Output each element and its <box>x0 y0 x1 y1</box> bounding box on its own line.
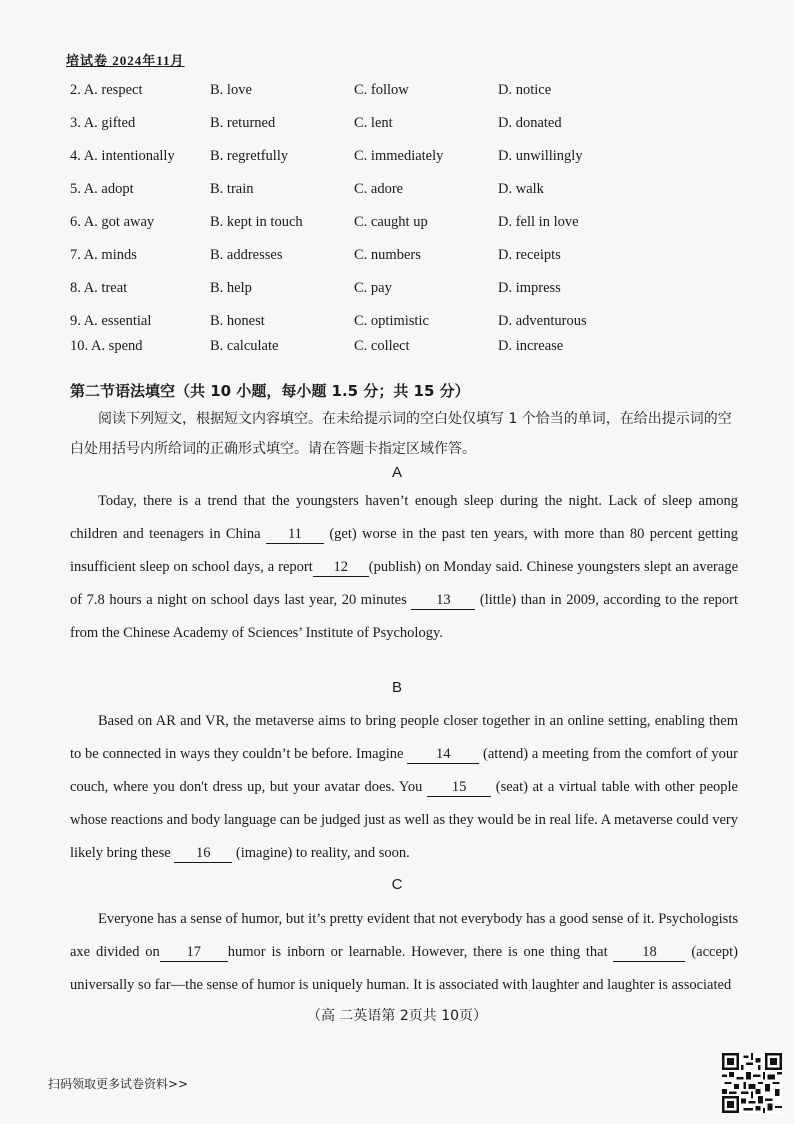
option-choice[interactable]: C. numbers <box>354 247 421 263</box>
option-choice[interactable]: 7. A. minds <box>70 247 137 263</box>
passage-a-text-2: (get) worse in the past ten years, with more than 80 percent getting insufficient sleep on school days, a report <box>70 526 738 575</box>
option-choice[interactable]: 2. A. respect <box>70 82 143 98</box>
option-choice[interactable]: C. caught up <box>354 214 428 230</box>
option-choice[interactable]: C. optimistic <box>354 313 429 329</box>
option-row <box>70 115 690 148</box>
option-choice[interactable]: D. fell in love <box>498 214 579 230</box>
passage-b-text-3: (seat) at a virtual table with other people whose reactions and body language can be judged just as well as they would be in real life. A metaverse could very likely bring these <box>70 779 738 861</box>
option-choice[interactable]: D. unwillingly <box>498 148 583 164</box>
passage-a <box>70 485 738 650</box>
scan-note: 扫码领取更多试卷资料>> <box>48 1077 189 1091</box>
option-choice[interactable]: B. returned <box>210 115 276 131</box>
page-header: 培试卷 2024年11月 <box>66 53 185 68</box>
page-footer: （高 二英语第 2页共 10页） <box>306 1008 488 1024</box>
section-instructions: 阅读下列短文，根据短文内容填空。在未给提示词的空白处仅填写 1 个恰当的单词，在给出提示词的空白处用括号内所给词的正确形式填空。请在答题卡指定区域作答。 <box>70 411 732 457</box>
option-choice[interactable]: C. lent <box>354 115 393 131</box>
blank-13[interactable]: 13 <box>411 591 475 610</box>
option-choice[interactable]: 3. A. gifted <box>70 115 136 131</box>
option-row <box>70 214 690 247</box>
passage-c-text-2: humor is inborn or learnable. However, there is one thing that <box>227 944 614 960</box>
option-choice[interactable]: B. train <box>210 181 254 197</box>
blank-12[interactable]: 12 <box>313 558 369 577</box>
passage-c-letter: C <box>391 876 403 893</box>
option-row <box>70 247 690 280</box>
option-choice[interactable]: B. honest <box>210 313 265 329</box>
passage-b-text-4: (imagine) to reality, and soon. <box>232 845 410 861</box>
blank-17[interactable]: 17 <box>160 943 228 962</box>
passage-a-text-1: Today, there is a trend that the youngsters haven’t enough sleep during the night. Lack of sleep among children and teenagers in China <box>70 493 738 542</box>
blank-18[interactable]: 18 <box>613 943 685 962</box>
option-choice[interactable]: D. adventurous <box>498 313 587 329</box>
option-choice[interactable]: B. help <box>210 280 252 296</box>
passage-a-text-3: (publish) on Monday said. Chinese youngsters slept an average of 7.8 hours a night on school days last year, 20 minutes <box>70 559 739 608</box>
option-choice[interactable]: B. regretfully <box>210 148 289 164</box>
passage-a-letter: A <box>391 464 402 481</box>
option-choice[interactable]: B. love <box>210 82 252 98</box>
passage-c-text-3: (accept) universally so far—the sense of humor is uniquely human. It is associated with laughter and laughter is associated <box>70 944 738 993</box>
passage-c-text-1: Everyone has a sense of humor, but it’s pretty evident that not everybody has a good sense of it. Psychologists axe divided on <box>70 911 738 960</box>
options-list <box>70 82 690 371</box>
blank-11[interactable]: 11 <box>266 525 324 544</box>
option-choice[interactable]: 4. A. intentionally <box>70 148 175 164</box>
passage-a-text-4: (little) than in 2009, according to the report from the Chinese Academy of Sciences’ Institute of Psychology. <box>70 592 738 641</box>
blank-14[interactable]: 14 <box>407 745 479 764</box>
passage-b <box>70 705 738 870</box>
option-choice[interactable]: B. kept in touch <box>210 214 303 230</box>
option-choice[interactable]: 10. A. spend <box>70 338 143 354</box>
option-choice[interactable]: C. collect <box>354 338 410 354</box>
option-row <box>70 181 690 214</box>
option-choice[interactable]: 6. A. got away <box>70 214 155 230</box>
option-row <box>70 313 690 338</box>
option-row <box>70 82 690 115</box>
option-choice[interactable]: B. calculate <box>210 338 279 354</box>
option-choice[interactable]: D. impress <box>498 280 561 296</box>
option-row <box>70 338 690 371</box>
blank-15[interactable]: 15 <box>427 778 491 797</box>
option-choice[interactable]: 9. A. essential <box>70 313 152 329</box>
option-row <box>70 280 690 313</box>
option-choice[interactable]: D. receipts <box>498 247 561 263</box>
passage-c <box>70 903 738 1002</box>
option-choice[interactable]: D. notice <box>498 82 552 98</box>
passage-b-letter: B <box>391 679 402 696</box>
passage-b-text-1: Based on AR and VR, the metaverse aims to bring people closer together in an online setting, enabling them to be connected in ways they couldn’t be before. Imagine <box>70 713 738 762</box>
option-choice[interactable]: C. adore <box>354 181 404 197</box>
option-choice[interactable]: D. donated <box>498 115 562 131</box>
option-row <box>70 148 690 181</box>
option-choice[interactable]: C. follow <box>354 82 409 98</box>
qr-code-icon[interactable] <box>722 1053 782 1113</box>
option-choice[interactable]: 5. A. adopt <box>70 181 134 197</box>
option-choice[interactable]: B. addresses <box>210 247 283 263</box>
section-title: 第二节语法填空（共 10 小题，每小题 1.5 分；共 15 分） <box>70 382 470 400</box>
blank-16[interactable]: 16 <box>174 844 232 863</box>
passage-b-text-2: (attend) a meeting from the comfort of your couch, where you don't dress up, but your avatar does. You <box>70 746 739 795</box>
option-choice[interactable]: D. walk <box>498 181 544 197</box>
option-choice[interactable]: C. immediately <box>354 148 444 164</box>
option-choice[interactable]: D. increase <box>498 338 564 354</box>
option-choice[interactable]: C. pay <box>354 280 392 296</box>
option-choice[interactable]: 8. A. treat <box>70 280 128 296</box>
